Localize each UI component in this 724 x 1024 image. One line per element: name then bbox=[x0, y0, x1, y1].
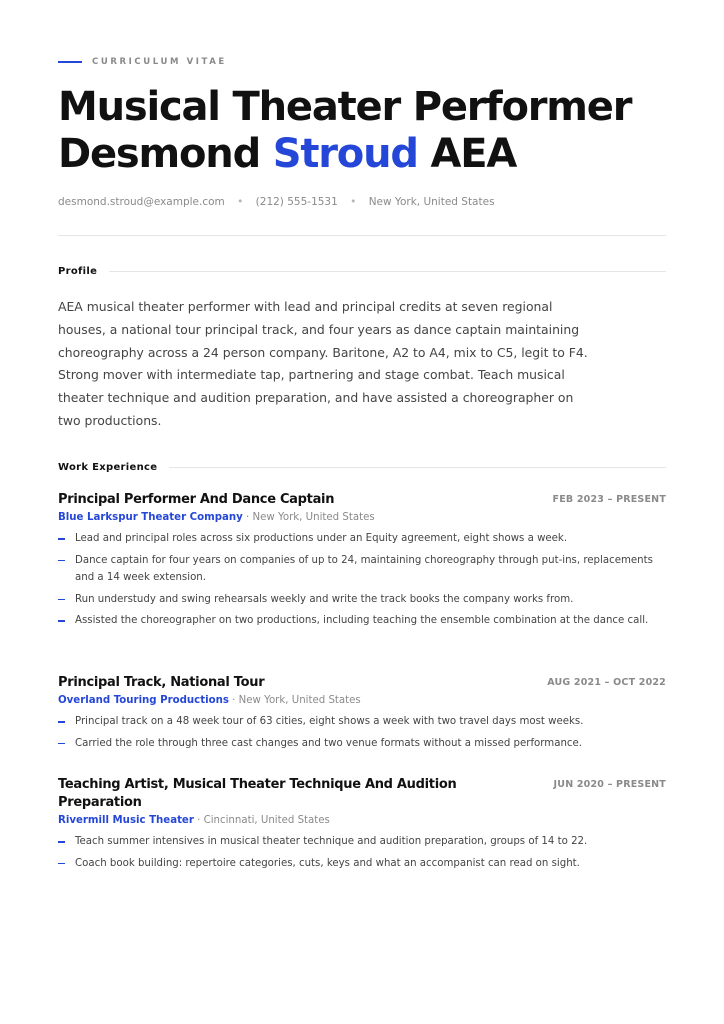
contact-line bbox=[58, 196, 495, 208]
job-bullets bbox=[58, 833, 666, 872]
bullet-item: Principal track on a 48 week tour of 63 cities, eight shows a week with two travel days most weeks. bbox=[58, 713, 666, 731]
contact-location: New York, United States bbox=[368, 196, 495, 208]
eyebrow-text: CURRICULUM VITAE bbox=[92, 57, 227, 67]
section-divider bbox=[109, 271, 666, 272]
name-first: Desmond bbox=[58, 131, 261, 177]
bullet-item: Lead and principal roles across six productions under an Equity agreement, eight shows a week. bbox=[58, 530, 666, 548]
profile-summary: AEA musical theater performer with lead and principal credits at seven regional houses, a national tour principal track, and four years as dance captain maintaining choreography across a 24 person company. Baritone, A2 to A4, mix to C5, legit to F4. Strong mover with intermediate tap, partnering and stage combat. Teach musical theater technique and audition preparation, and have assisted a choreographer on two productions. bbox=[58, 299, 588, 428]
bullet-item: Assisted the choreographer on two productions, including teaching the ensemble combination at the dance call. bbox=[58, 612, 666, 630]
job-meta: Overland Touring Productions · New York, United States bbox=[58, 695, 361, 706]
eyebrow-rule bbox=[58, 61, 82, 63]
job-location: New York, United States bbox=[238, 695, 361, 706]
section-divider bbox=[169, 467, 666, 468]
contact-phone[interactable]: (212) 555-1531 bbox=[255, 196, 338, 208]
job-meta: Blue Larkspur Theater Company · New York, United States bbox=[58, 512, 375, 523]
job-location: New York, United States bbox=[252, 512, 375, 523]
contact-email[interactable]: desmond.stroud@example.com bbox=[58, 196, 225, 208]
job-location: Cincinnati, United States bbox=[203, 815, 330, 826]
job-organization: Blue Larkspur Theater Company bbox=[58, 512, 243, 523]
job-organization: Rivermill Music Theater bbox=[58, 815, 194, 826]
bullet-item: Teach summer intensives in musical theater technique and audition preparation, groups of 14 to 22. bbox=[58, 833, 666, 851]
job-title: Principal Performer And Dance Captain bbox=[58, 492, 335, 507]
profile-heading bbox=[58, 266, 666, 277]
experience-heading bbox=[58, 462, 666, 473]
job-organization: Overland Touring Productions bbox=[58, 695, 229, 706]
job-dates: JUN 2020 – PRESENT bbox=[553, 779, 666, 790]
header-divider bbox=[58, 235, 666, 236]
job-bullets bbox=[58, 713, 666, 752]
job-entry bbox=[58, 491, 666, 634]
name-last: Stroud bbox=[272, 131, 418, 177]
bullet-item: Run understudy and swing rehearsals weekly and write the track books the company works from. bbox=[58, 591, 666, 609]
job-entry bbox=[58, 674, 666, 756]
job-meta: Rivermill Music Theater · Cincinnati, United States bbox=[58, 815, 330, 826]
job-bullets bbox=[58, 530, 666, 630]
bullet-item: Carried the role through three cast changes and two venue formats without a missed performance. bbox=[58, 735, 666, 753]
job-title: Teaching Artist, Musical Theater Technique And Audition Preparation bbox=[58, 777, 457, 810]
name-suffix: AEA bbox=[430, 131, 517, 177]
bullet-item: Dance captain for four years on companies of up to 24, maintaining choreography through put-ins, replacements and a 14 week extension. bbox=[58, 552, 666, 587]
job-title: Principal Track, National Tour bbox=[58, 675, 265, 690]
job-entry bbox=[58, 776, 666, 876]
bullet-item: Coach book building: repertoire categories, cuts, keys and what an accompanist can read on sight. bbox=[58, 855, 666, 873]
job-dates: AUG 2021 – OCT 2022 bbox=[547, 677, 666, 688]
experience-heading-label: Work Experience bbox=[58, 462, 158, 473]
contact-separator: • bbox=[350, 196, 357, 208]
profile-heading-label: Profile bbox=[58, 266, 98, 277]
eyebrow bbox=[58, 57, 227, 67]
page-title bbox=[58, 84, 631, 178]
title-role: Musical Theater Performer bbox=[58, 84, 632, 130]
job-dates: FEB 2023 – PRESENT bbox=[552, 494, 666, 505]
contact-separator: • bbox=[237, 196, 244, 208]
